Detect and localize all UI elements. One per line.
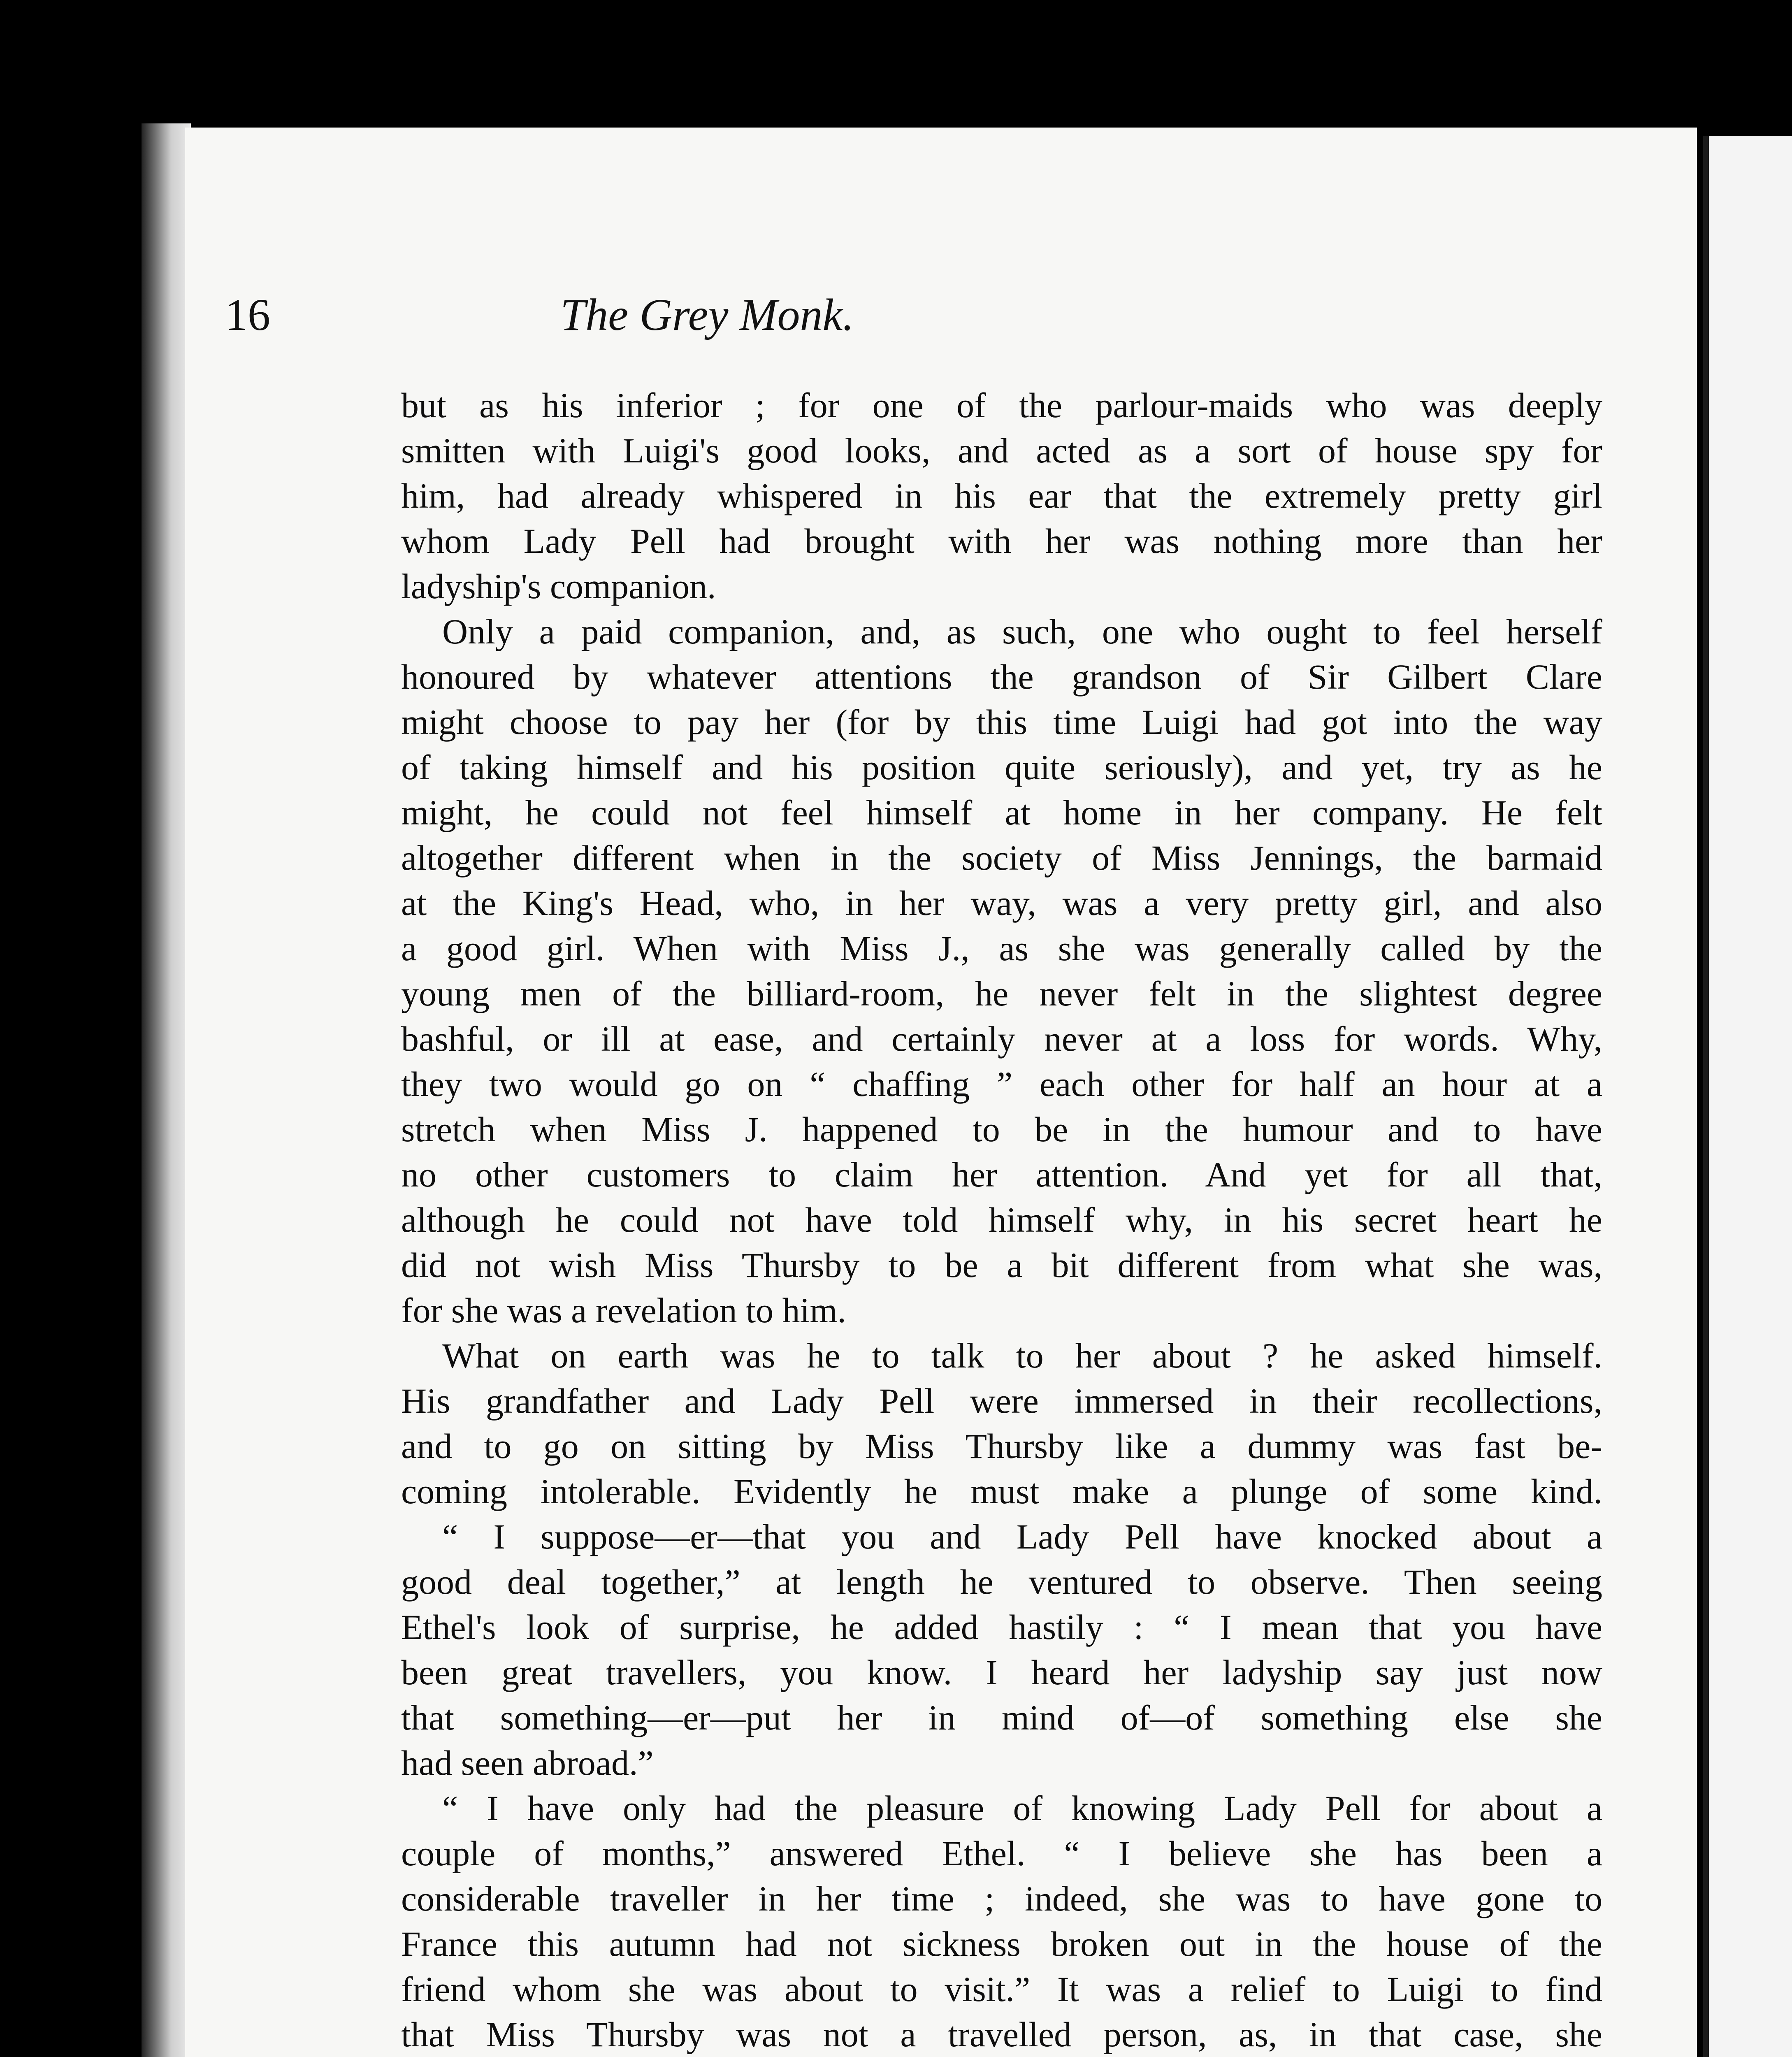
text-line: considerable traveller in her time ; indeed, she was to have gone to [401, 1879, 1602, 1918]
text-line: that Miss Thursby was not a travelled person, as, in that case, she [401, 2015, 1602, 2054]
text-line: that something—er—put her in mind of—of something else she [401, 1698, 1602, 1737]
text-line: him, had already whispered in his ear that the extremely pretty girl [401, 476, 1602, 515]
text-line: whom Lady Pell had brought with her was nothing more than her [401, 521, 1602, 561]
text-line: at the King's Head, who, in her way, was a very pretty girl, and also [401, 883, 1602, 923]
text-line: What on earth was he to talk to her about ? he asked himself. [442, 1336, 1602, 1375]
page-edge [142, 123, 191, 2057]
book-title: The Grey Monk. [560, 290, 854, 340]
text-line: young men of the billiard-room, he never felt in the slightest degree [401, 974, 1602, 1013]
text-line: “ I have only had the pleasure of knowing Lady Pell for about a [442, 1788, 1602, 1828]
text-line: ladyship's companion. [401, 566, 716, 606]
text-line: bashful, or ill at ease, and certainly never at a loss for words. Why, [401, 1019, 1602, 1059]
text-line: good deal together,” at length he ventured to observe. Then seeing [401, 1562, 1602, 1602]
text-line: Only a paid companion, and, as such, one who ought to feel herself [442, 612, 1602, 651]
text-line: France this autumn had not sickness broken out in the house of the [401, 1924, 1602, 1964]
text-line: honoured by whatever attentions the grandson of Sir Gilbert Clare [401, 657, 1602, 697]
text-line: did not wish Miss Thursby to be a bit different from what she was, [401, 1245, 1602, 1285]
text-line: friend whom she was about to visit.” It was a relief to Luigi to find [401, 1969, 1602, 2009]
text-line: altogether different when in the society of Miss Jennings, the barmaid [401, 838, 1602, 878]
text-line: a good girl. When with Miss J., as she was generally called by the [401, 929, 1602, 968]
text-line: although he could not have told himself why, in his secret heart he [401, 1200, 1602, 1240]
facing-page-edge [1703, 136, 1792, 2057]
text-line: Ethel's look of surprise, he added hastily : “ I mean that you have [401, 1607, 1602, 1647]
text-line: of taking himself and his position quite seriously), and yet, try as he [401, 748, 1602, 787]
text-line: had seen abroad.” [401, 1743, 654, 1783]
text-line: might, he could not feel himself at home in her company. He felt [401, 793, 1602, 832]
text-line: and to go on sitting by Miss Thursby like a dummy was fast be- [401, 1426, 1602, 1466]
text-line: His grandfather and Lady Pell were immersed in their recollections, [401, 1381, 1602, 1421]
text-line: they two would go on “ chaffing ” each other for half an hour at a [401, 1064, 1602, 1104]
text-line: “ I suppose—er—that you and Lady Pell have knocked about a [442, 1517, 1602, 1556]
text-line: couple of months,” answered Ethel. “ I believe she has been a [401, 1834, 1602, 1873]
text-line: for she was a revelation to him. [401, 1291, 846, 1330]
text-line: no other customers to claim her attention. And yet for all that, [401, 1155, 1602, 1194]
text-line: smitten with Luigi's good looks, and acted as a sort of house spy for [401, 431, 1602, 470]
text-line: stretch when Miss J. happened to be in the humour and to have [401, 1110, 1602, 1149]
text-line: might choose to pay her (for by this time Luigi had got into the way [401, 702, 1602, 742]
text-line: coming intolerable. Evidently he must make a plunge of some kind. [401, 1472, 1602, 1511]
body-text [401, 383, 1602, 2057]
running-head [225, 289, 1189, 346]
page-number: 16 [225, 290, 270, 340]
text-line: but as his inferior ; for one of the parlour-maids who was deeply [401, 385, 1602, 425]
text-line: been great travellers, you know. I heard her ladyship say just now [401, 1653, 1602, 1692]
